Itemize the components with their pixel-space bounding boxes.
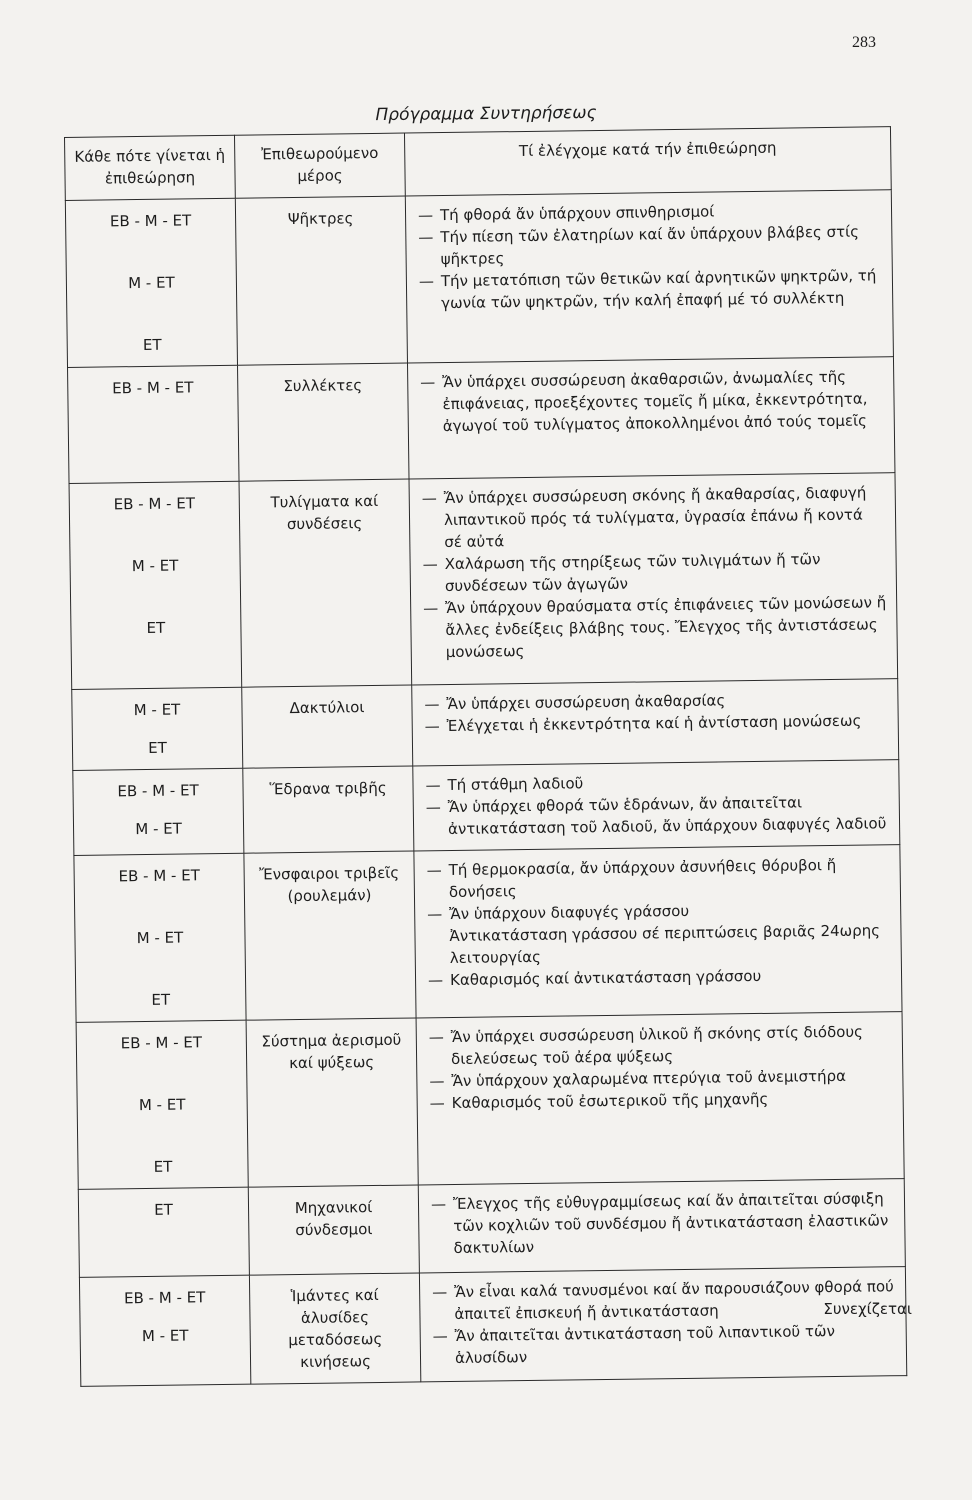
check-item bbox=[425, 709, 888, 737]
dash-bullet: — bbox=[423, 599, 439, 618]
part-cell bbox=[244, 851, 416, 1020]
part-label: Συλλέκτες bbox=[283, 376, 363, 396]
check-item bbox=[426, 790, 890, 840]
dash-bullet: — bbox=[429, 1094, 445, 1113]
check-text: Ἄν εἶναι καλά τανυσμένοι καί ἄν παρουσιάζουν φθορά πού ἀπαιτεῖ ἐπισκευή ἤ ἀντικατάσταση bbox=[454, 1277, 894, 1323]
part-label: Ἱμάντες καί ἁλυσίδες μεταδόσεως κινήσεως bbox=[288, 1285, 383, 1372]
dash-bullet: — bbox=[432, 1283, 448, 1302]
frequency-cell bbox=[79, 1275, 250, 1386]
frequency-value: ΕΤ bbox=[154, 1200, 173, 1219]
frequency-value: Μ - ΕΤ bbox=[135, 819, 182, 839]
check-item bbox=[433, 1319, 897, 1369]
frequency-value: ΕΒ - Μ - ΕΤ bbox=[123, 1288, 206, 1308]
dash-bullet: — bbox=[425, 776, 441, 795]
frequency-value: ΕΒ - Μ - ΕΤ bbox=[109, 211, 192, 231]
check-text: Ἄν ὑπάρχουν χαλαρωμένα πτερύγια τοῦ ἀνεμιστήρα bbox=[451, 1066, 847, 1091]
continued-note: Συνεχίζεται bbox=[823, 1300, 912, 1318]
check-item bbox=[430, 1086, 893, 1114]
check-text: Ἄν ὑπάρχει συσσώρευση σκόνης ἤ ἀκαθαρσίας, διαφυγή λιπαντικοῦ πρός τά τυλίγματα, ὑγρασία ἐπάνω ἤ κοντά σέ αὐτά bbox=[443, 483, 867, 552]
frequency-value: ΕΒ - Μ - ΕΤ bbox=[112, 378, 194, 398]
check-text: Τή στάθμη λαδιοῦ bbox=[447, 774, 584, 795]
part-cell bbox=[235, 196, 407, 365]
check-text: Ἄν ὑπάρχουν θραύσματα στίς ἐπιφάνειες τῶν μονώσεων ἤ ἄλλες ἐνδείξεις βλάβης τους. Ἔλεγχος τῆς ἀντιστάσεως μονώσεως bbox=[445, 593, 887, 662]
frequency-value: Μ - ΕΤ bbox=[141, 1326, 189, 1346]
checks-cell bbox=[412, 679, 899, 766]
frequency-value: Μ - ΕΤ bbox=[128, 273, 175, 293]
part-cell bbox=[238, 363, 410, 481]
part-label: Ἕδρανα τριβῆς bbox=[269, 778, 387, 799]
table-row bbox=[73, 760, 900, 856]
part-cell bbox=[249, 1273, 420, 1384]
check-item bbox=[431, 1187, 895, 1259]
checks-cell bbox=[409, 473, 898, 685]
check-item bbox=[422, 481, 886, 553]
table-row bbox=[65, 190, 893, 368]
part-label: Μηχανικοί σύνδεσμοι bbox=[294, 1198, 373, 1240]
frequency-cell bbox=[78, 1187, 249, 1277]
part-label: Σύστημα ἀερισμοῦ καί ψύξεως bbox=[261, 1030, 402, 1073]
check-text: Χαλάρωση τῆς στηρίξεως τῶν τυλιγμάτων ἤ τῶν συνδέσεων τῶν ἀγωγῶν bbox=[444, 550, 821, 596]
frequency-value: ΕΤ bbox=[142, 335, 162, 354]
dash-bullet: — bbox=[428, 1028, 444, 1047]
frequency-value: Μ - ΕΤ bbox=[131, 556, 179, 576]
check-text: Τή φθορά ἄν ὑπάρχουν σπινθηρισμοί bbox=[439, 202, 715, 225]
dash-bullet: — bbox=[424, 717, 440, 736]
checks-cell bbox=[407, 357, 894, 479]
part-label: Ψῆκτρες bbox=[287, 209, 354, 229]
table-row bbox=[76, 1012, 904, 1190]
check-text: Καθαρισμός καί ἀντικατάσταση γράσσου bbox=[449, 966, 762, 990]
frequency-cell bbox=[69, 481, 242, 689]
maintenance-table bbox=[64, 126, 907, 1387]
check-text: Ἄν ὑπάρχει φθορά τῶν ἑδράνων, ἄν ἀπαιτεῖται ἀντικατάσταση τοῦ λαδιοῦ, ἄν ὑπάρχουν διαφυγές λαδιοῦ bbox=[447, 793, 887, 839]
part-cell bbox=[239, 479, 412, 687]
checks-cell bbox=[416, 1012, 904, 1185]
check-item bbox=[419, 264, 883, 314]
frequency-cell bbox=[76, 1020, 248, 1189]
check-item bbox=[429, 1020, 893, 1070]
check-text: Καθαρισμός τοῦ ἐσωτερικοῦ τῆς μηχανῆς bbox=[451, 1089, 769, 1113]
frequency-cell bbox=[74, 853, 246, 1022]
dash-bullet: — bbox=[424, 695, 440, 714]
check-text: Τήν πίεση τῶν ἐλατηρίων καί ἄν ὑπάρχουν βλάβες στίς ψῆκτρες bbox=[440, 222, 860, 269]
check-item bbox=[418, 220, 882, 270]
frequency-cell bbox=[65, 198, 237, 367]
check-text: Ἄν ἀπαιτεῖται ἀντικατάσταση τοῦ λιπαντικοῦ τῶν ἁλυσίδων bbox=[454, 1322, 836, 1367]
check-item bbox=[427, 919, 891, 969]
checks-cell bbox=[413, 760, 900, 851]
header-row bbox=[65, 127, 892, 201]
frequency-value: ΕΒ - Μ - ΕΤ bbox=[118, 866, 200, 886]
table-row bbox=[79, 1267, 906, 1387]
frequency-value: Μ - ΕΤ bbox=[136, 928, 184, 948]
check-text: Ἔλεγχος τῆς εὐθυγραμμίσεως καί ἄν ἀπαιτεῖται σύσφιξη τῶν κοχλιῶν τοῦ συνδέσμου ἤ ἀντικατάσταση ἐλαστικῶν δακτυλίων bbox=[452, 1189, 889, 1257]
dash-bullet: — bbox=[418, 272, 435, 291]
frequency-value: Μ - ΕΤ bbox=[138, 1095, 186, 1115]
check-text: Ἄν ὑπάρχει συσσώρευση ἀκαθαρσίας bbox=[446, 691, 726, 714]
frequency-cell bbox=[72, 687, 243, 770]
dash-bullet: — bbox=[417, 206, 434, 225]
dash-bullet: — bbox=[432, 1327, 448, 1346]
frequency-cell bbox=[68, 365, 240, 483]
part-label: Τυλίγματα καί συνδέσεις bbox=[270, 491, 379, 534]
dash-bullet: — bbox=[430, 1195, 447, 1214]
table-body bbox=[65, 190, 906, 1387]
maintenance-table-wrap bbox=[64, 126, 906, 1387]
part-cell bbox=[246, 1018, 418, 1187]
frequency-cell bbox=[73, 768, 244, 855]
table-row bbox=[68, 357, 895, 484]
checks-cell bbox=[418, 1179, 905, 1273]
check-item bbox=[426, 853, 890, 903]
check-text: Ἄν ὑπάρχουν διαφυγές γράσσου bbox=[449, 901, 690, 924]
dash-bullet: — bbox=[429, 1072, 445, 1091]
frequency-value: ΕΒ - Μ - ΕΤ bbox=[117, 781, 199, 801]
table-row bbox=[74, 845, 902, 1023]
dash-bullet: — bbox=[421, 489, 437, 508]
dash-bullet: — bbox=[426, 861, 442, 880]
checks-cell bbox=[405, 190, 893, 363]
check-item bbox=[428, 963, 891, 991]
check-text: Ἐλέγχεται ἡ ἐκκεντρότητα καί ἡ ἀντίσταση μονώσεως bbox=[446, 711, 862, 736]
header-part: Ἐπιθεωρούμενο μέρος bbox=[234, 133, 405, 198]
dash-bullet: — bbox=[427, 905, 443, 924]
header-checks: Τί ἐλέγχομε κατά τήν ἐπιθεώρηση bbox=[404, 127, 891, 196]
check-text: Τήν μετατόπιση τῶν θετικῶν καί ἀρνητικῶν ψηκτρῶν, τή γωνία τῶν ψηκτρῶν, τήν καλή ἐπαφή μέ τό συλλέκτη bbox=[440, 266, 877, 313]
checks-cell bbox=[414, 845, 902, 1018]
frequency-value: Μ - ΕΤ bbox=[133, 700, 181, 720]
table-row bbox=[78, 1179, 905, 1278]
check-text: Τή θερμοκρασία, ἄν ὑπάρχουν ἀσυνήθεις θόρυβοι ἤ δονήσεις bbox=[448, 855, 837, 902]
dash-bullet: — bbox=[420, 373, 436, 392]
part-cell bbox=[242, 685, 413, 768]
part-cell bbox=[243, 766, 414, 853]
part-cell bbox=[248, 1185, 419, 1275]
dash-bullet: — bbox=[418, 228, 434, 247]
page-number: 283 bbox=[852, 34, 876, 51]
table-title: Πρόγραμμα Συντηρήσεως bbox=[375, 102, 597, 126]
check-text: Ἄν ὑπάρχει συσσώρευση ὑλικοῦ ἤ σκόνης στίς διόδους διελεύσεως τοῦ ἀέρα ψύξεως bbox=[450, 1022, 863, 1069]
dash-bullet: — bbox=[422, 555, 438, 574]
table-row bbox=[72, 679, 899, 771]
part-label: Δακτύλιοι bbox=[289, 698, 365, 718]
frequency-value: ΕΤ bbox=[146, 618, 166, 637]
check-item bbox=[423, 591, 887, 663]
dash-bullet: — bbox=[425, 798, 441, 817]
frequency-value: ΕΤ bbox=[151, 990, 171, 1009]
part-label: Ἔνσφαιροι τριβεῖς (ρουλεμάν) bbox=[259, 863, 400, 906]
checks-cell bbox=[419, 1267, 906, 1382]
check-item bbox=[422, 547, 886, 597]
frequency-value: ΕΒ - Μ - ΕΤ bbox=[120, 1033, 203, 1053]
frequency-value: ΕΤ bbox=[148, 738, 167, 757]
check-text: Ἄν ὑπάρχει συσσώρευση ἀκαθαρσιῶν, ἀνωμαλίες τῆς ἐπιφάνειας, προεξέχοντες τομεῖς ἤ μίκα, ἐκκεντρότητα, ἀγωγοί τοῦ τυλίγματος ἀποκολλημένοι ἀπό τούς τομεῖς bbox=[442, 367, 868, 436]
check-text: Ἀντικατάσταση γράσσου σέ περιπτώσεις βαριᾶς 24ωρης λειτουργίας bbox=[449, 921, 881, 968]
header-frequency: Κάθε πότε γίνεται ἡ ἐπιθεώρηση bbox=[65, 135, 236, 200]
frequency-value: ΕΤ bbox=[153, 1157, 173, 1176]
check-item bbox=[420, 365, 884, 437]
frequency-value: ΕΒ - Μ - ΕΤ bbox=[113, 494, 196, 514]
table-row bbox=[69, 473, 898, 690]
dash-bullet: — bbox=[427, 971, 444, 990]
